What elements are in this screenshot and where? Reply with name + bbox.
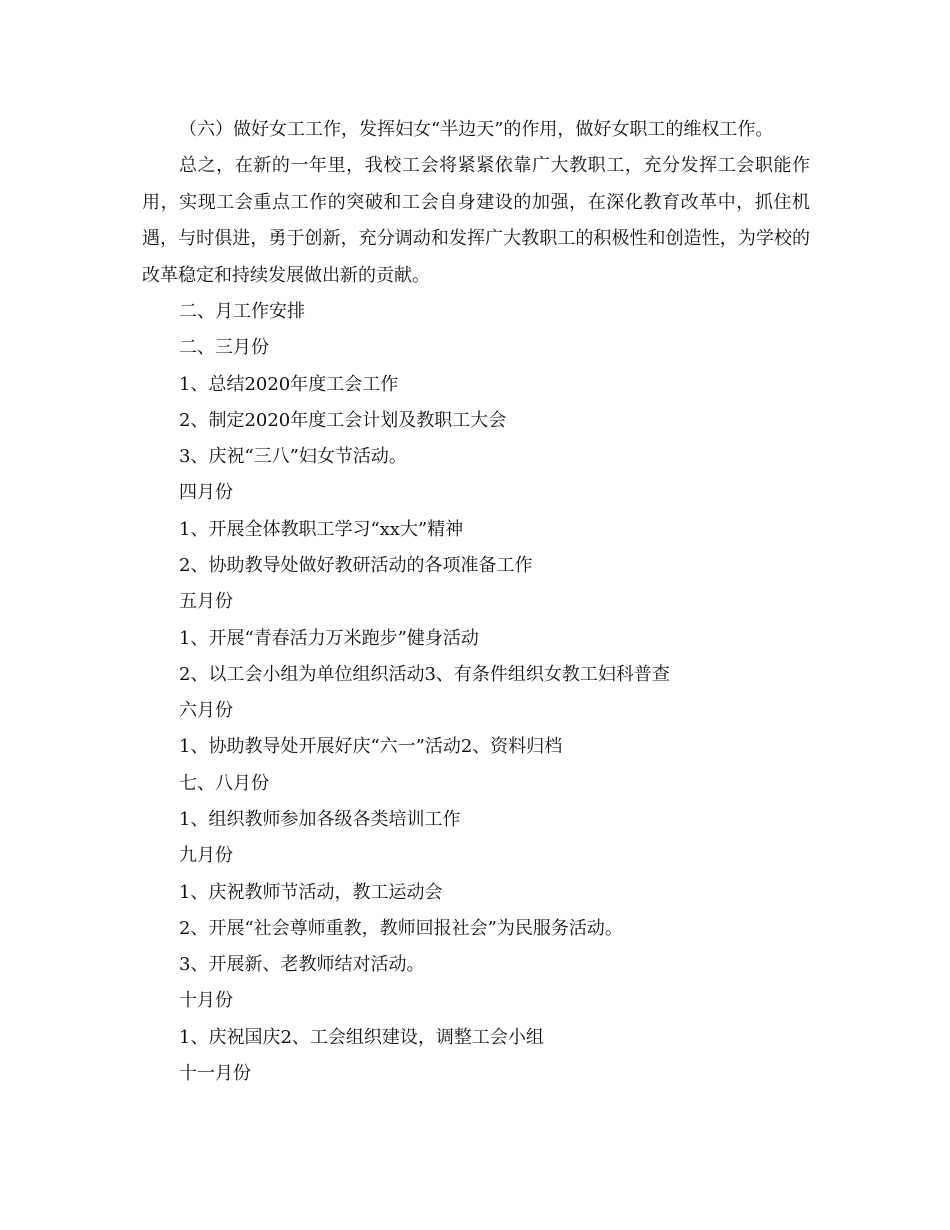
section-heading-monthly-plan: 二、月工作安排	[179, 301, 305, 322]
list-item: 2、协助教导处做好教研活动的各项准备工作	[179, 555, 533, 576]
month-heading-feb-mar: 二、三月份	[179, 337, 269, 358]
month-heading-june: 六月份	[179, 700, 233, 721]
list-item: 2、以工会小组为单位组织活动3、有条件组织女教工妇科普查	[179, 664, 670, 685]
paragraph-women-work: （六）做好女工工作，发挥妇女“半边天”的作用，做好女职工的维权工作。	[179, 119, 774, 140]
list-item: 1、开展全体教职工学习“xx大”精神	[179, 519, 464, 540]
list-item: 1、协助教导处开展好庆“六一”活动2、资料归档	[179, 736, 563, 757]
list-item: 3、庆祝“三八”妇女节活动。	[179, 446, 407, 467]
month-heading-may: 五月份	[179, 591, 233, 612]
list-item: 1、庆祝国庆2、工会组织建设，调整工会小组	[179, 1027, 544, 1048]
month-heading-september: 九月份	[179, 845, 233, 866]
list-item: 2、制定2020年度工会计划及教职工大会	[179, 410, 507, 431]
month-heading-jul-aug: 七、八月份	[179, 773, 269, 794]
list-item: 1、总结2020年度工会工作	[179, 374, 399, 395]
month-heading-april: 四月份	[179, 482, 233, 503]
month-heading-november: 十一月份	[179, 1063, 251, 1084]
list-item: 1、开展“青春活力万米跑步”健身活动	[179, 628, 479, 649]
list-item: 2、开展“社会尊师重教，教师回报社会”为民服务活动。	[179, 918, 623, 939]
list-item: 3、开展新、老教师结对活动。	[179, 954, 425, 975]
paragraph-summary: 总之，在新的一年里，我校工会将紧紧依靠广大教职工，充分发挥工会职能作用，实现工会重点工作的突破和工会自身建设的加强，在深化教育改革中，抓住机遇，与时俱进，勇于创新，充分调动和发挥广大教职工的积极性和创造性，为学校的改革稳定和持续发展做出新的贡献。	[142, 155, 810, 286]
month-heading-october: 十月份	[179, 990, 233, 1011]
list-item: 1、庆祝教师节活动，教工运动会	[179, 882, 443, 903]
list-item: 1、组织教师参加各级各类培训工作	[179, 809, 461, 830]
